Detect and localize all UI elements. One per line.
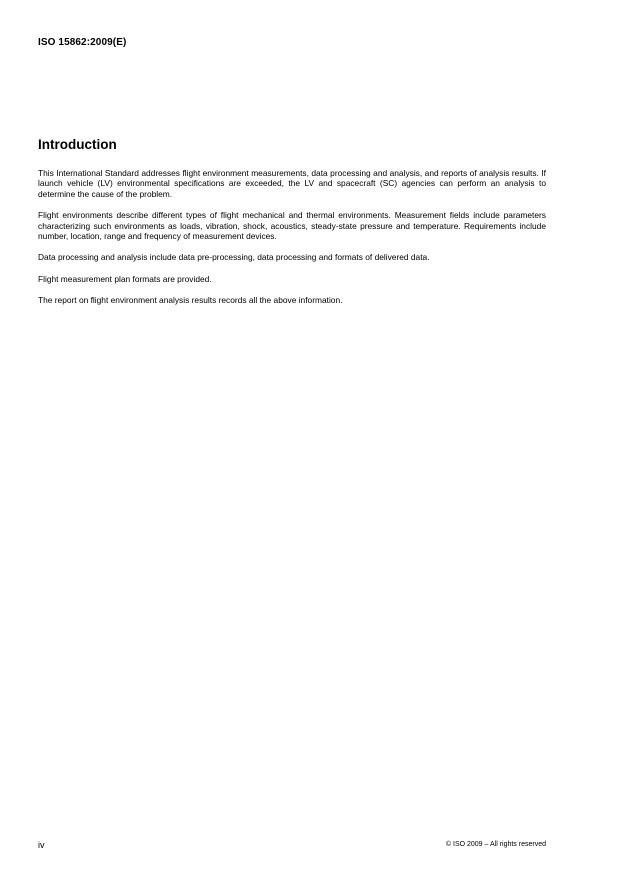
page-number: iv — [38, 840, 45, 850]
copyright-notice: © ISO 2009 – All rights reserved — [445, 841, 546, 848]
paragraph-scope: This International Standard addresses flight environment measurements, data processing and analysis, and reports of analysis results. If launch vehicle (LV) environmental specifications are exceeded, the LV and spacecraft (SC) agencies can perform an analysis to determine the cause of the problem. — [38, 168, 546, 199]
paragraph-data-processing: Data processing and analysis include data pre-processing, data processing and formats of delivered data. — [38, 252, 430, 263]
introduction-body — [38, 168, 546, 317]
paragraph-flight-environments: Flight environments describe different types of flight mechanical and thermal environments. Measurement fields include parameters characterizing such environments as loads, vibration, shock, acoustics, steady-state pressure and temperature. Requirements include number, location, range and frequency of measurement devices. — [38, 210, 546, 242]
section-title: Introduction — [38, 137, 117, 152]
paragraph-measurement-plan: Flight measurement plan formats are provided. — [38, 273, 212, 284]
paragraph-report: The report on flight environment analysis results records all the above information. — [38, 295, 343, 306]
standard-id-header: ISO 15862:2009(E) — [38, 37, 127, 48]
